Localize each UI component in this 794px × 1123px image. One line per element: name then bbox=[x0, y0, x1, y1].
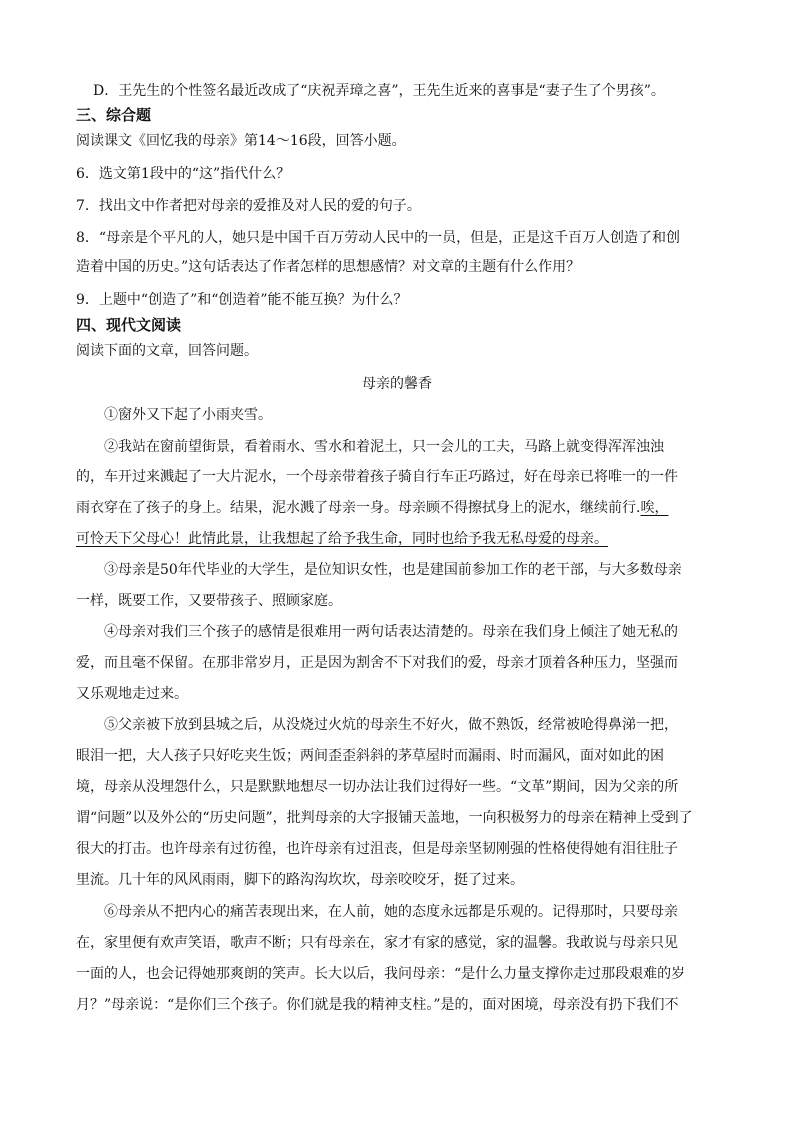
option-d: D．王先生的个性签名最近改成了“庆祝弄璋之喜”，王先生近来的喜事是“妻子生了个男孩”。 bbox=[93, 83, 665, 99]
question-9: 9．上题中“创造了”和“创造着”能不能互换？为什么？ bbox=[76, 292, 408, 308]
paragraph-5-line: 境，母亲从没埋怨什么，只是默默地想尽一切办法让我们过得好一些。“文革”期间，因为父亲的所 bbox=[76, 779, 679, 795]
paragraph-4-line: 爱，而且毫不保留。在那非常岁月，正是因为割舍不下对我们的爱，母亲才顶着各种压力，坚强而 bbox=[76, 655, 678, 671]
underlined-sentence: 唉， bbox=[640, 500, 669, 516]
paragraph-3-line: ③母亲是50年代毕业的大学生，是位知识女性，也是建国前参加工作的老干部，与大多数母亲 bbox=[104, 562, 682, 578]
question-8-line-2: 造着中国的历史。”这句话表达了作者怎样的思想感情？对文章的主题有什么作用？ bbox=[76, 259, 581, 275]
paragraph-6-line: ⑥母亲从不把内心的痛苦表现出来，在人前，她的态度永远都是乐观的。记得那时，只要母亲 bbox=[104, 904, 678, 920]
article-title: 母亲的馨香 bbox=[362, 376, 432, 392]
section-heading-4: 四、现代文阅读 bbox=[76, 316, 182, 334]
paragraph-6-line: 一面的人，也会记得她那爽朗的笑声。长大以后，我问母亲：“是什么力量支撑你走过那段艰难的岁 bbox=[76, 966, 686, 982]
paragraph-3-line: 一样，既要工作，又要带孩子、照顾家庭。 bbox=[76, 593, 342, 609]
question-7: 7．找出文中作者把对母亲的爱推及对人民的爱的句子。 bbox=[76, 198, 421, 214]
question-6: 6．选文第1段中的“这”指代什么？ bbox=[76, 166, 291, 182]
section-intro: 阅读下面的文章，回答问题。 bbox=[76, 343, 258, 359]
paragraph-2-line: 雨衣穿在了孩子的身上。结果，泥水溅了母亲一身。母亲顾不得擦拭身上的泥水，继续前行.唉， bbox=[76, 500, 669, 516]
paragraph-5-line: ⑤父亲被下放到县城之后，从没烧过火炕的母亲生不好火，做不熟饭，经常被呛得鼻涕一把， bbox=[104, 717, 678, 733]
paragraph-6-line: 月？”母亲说：“是你们三个孩子。你们就是我的精神支柱。”是的，面对困境，母亲没有扔下我们不 bbox=[76, 997, 679, 1013]
section-intro: 阅读课文《回忆我的母亲》第14～16段，回答小题。 bbox=[76, 133, 406, 149]
section-heading-3: 三、综合题 bbox=[76, 106, 152, 124]
paragraph-2-line: 的，车开过来溅起了一大片泥水，一个母亲带着孩子骑自行车正巧路过，好在母亲已将唯一的一件 bbox=[76, 469, 678, 485]
paragraph-6-line: 在，家里便有欢声笑语，歌声不断；只有母亲在，家才有家的感觉，家的温馨。我敢说与母亲只见 bbox=[76, 935, 678, 951]
paragraph-4-line: 又乐观地走过来。 bbox=[76, 686, 188, 702]
paragraph-4-line: ④母亲对我们三个孩子的感情是很难用一两句话表达清楚的。母亲在我们身上倾注了她无私的 bbox=[104, 624, 678, 640]
paragraph-1: ①窗外又下起了小雨夹雪。 bbox=[104, 407, 272, 423]
underlined-sentence: 可怜天下父母心！此情此景，让我想起了给予我生命，同时也给予我无私母爱的母亲。 bbox=[76, 531, 608, 547]
paragraph-5-line: 里流。几十年的风风雨雨，脚下的路沟沟坎坎，母亲咬咬牙，挺了过来。 bbox=[76, 872, 524, 888]
paragraph-2-line: ②我站在窗前望街景，看着雨水、雪水和着泥土，只一会儿的工夫，马路上就变得浑浑浊浊 bbox=[104, 439, 664, 455]
paragraph-5-line: 谓“问题”以及外公的“历史问题”，批判母亲的大字报铺天盖地，一向积极努力的母亲在精神上受到了 bbox=[76, 810, 693, 826]
paragraph-5-line: 很大的打击。也许母亲有过彷徨，也许母亲有过沮丧，但是母亲坚韧刚强的性格使得她有泪往肚子 bbox=[76, 841, 678, 857]
question-8-line-1: 8．“母亲是个平凡的人，她只是中国千百万劳动人民中的一员，但是，正是这千百万人创造了和创 bbox=[76, 230, 681, 246]
paragraph-5-line: 眼泪一把，大人孩子只好吃夹生饭；两间歪歪斜斜的茅草屋时而漏雨、时而漏风，面对如此的困 bbox=[76, 748, 664, 764]
